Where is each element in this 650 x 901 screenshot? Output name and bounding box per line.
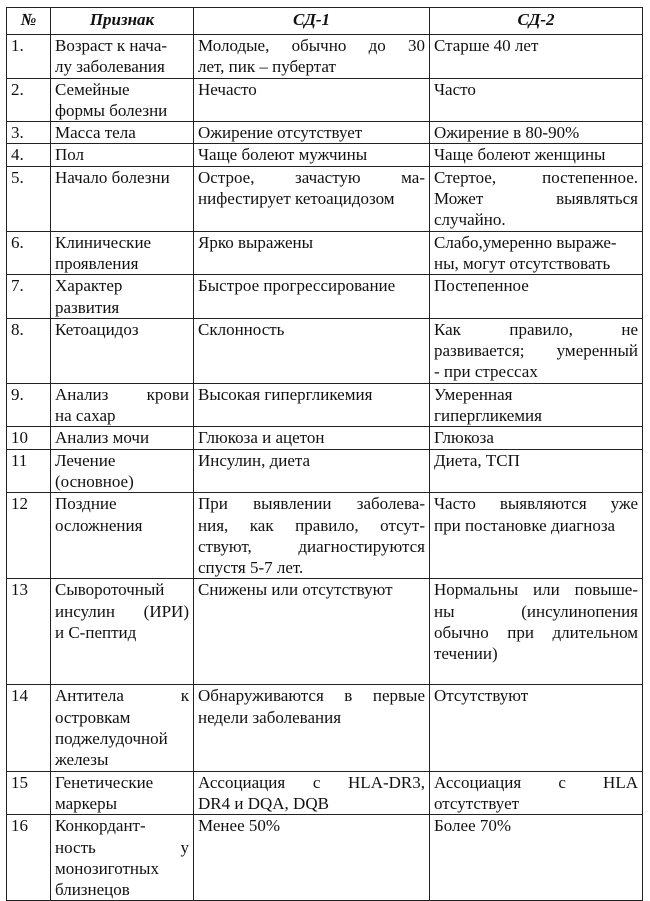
- cell-line: Семейные: [55, 79, 130, 99]
- sd1-cell: [194, 427, 430, 449]
- cell-line: гипергликемия: [434, 406, 542, 426]
- sd2-cell: [430, 449, 643, 493]
- cell-line: инсулин (ИРИ): [55, 601, 189, 621]
- feature-cell: [51, 318, 194, 383]
- table-row: [7, 122, 643, 144]
- cell-line: Инсулин, диета: [198, 450, 311, 470]
- cell-line: Генетические: [55, 772, 154, 792]
- sd2-cell: [430, 685, 643, 771]
- header-sd1: СД-1: [194, 8, 430, 35]
- cell-line: Сывороточный: [55, 580, 165, 600]
- cell-line: Лечение: [55, 450, 116, 470]
- sd1-cell: [194, 231, 430, 275]
- cell-line: (основное): [55, 471, 134, 491]
- cell-line: Анализ мочи: [55, 428, 150, 448]
- cell-line: Склонность: [198, 319, 285, 339]
- sd1-cell: [194, 449, 430, 493]
- cell-line: Более 70%: [434, 816, 512, 836]
- cell-line: Обнаруживаются в первые: [198, 686, 425, 706]
- table-row: [7, 771, 643, 815]
- cell-line: Ассоциация с HLA-DR3,: [198, 772, 425, 792]
- sd2-cell: [430, 493, 643, 579]
- feature-cell: [51, 427, 194, 449]
- cell-line: Часто: [434, 79, 476, 99]
- sd1-cell: [194, 78, 430, 122]
- sd1-cell: [194, 275, 430, 319]
- row-number: 14: [7, 685, 51, 771]
- feature-cell: [51, 144, 194, 166]
- row-number: 2.: [7, 78, 51, 122]
- sd2-cell: [430, 579, 643, 685]
- cell-line: - при стрессах: [434, 362, 538, 382]
- sd2-cell: [430, 275, 643, 319]
- cell-line: Менее 50%: [198, 816, 281, 836]
- cell-line: Возраст к нача-: [55, 36, 168, 55]
- cell-line: развития: [55, 297, 120, 317]
- row-number: 7.: [7, 275, 51, 319]
- table-row: [7, 35, 643, 79]
- sd2-cell: [430, 771, 643, 815]
- feature-cell: [51, 449, 194, 493]
- cell-line: при постановке диагноза: [434, 515, 616, 535]
- cell-line: Чаще болеют мужчины: [198, 145, 368, 165]
- header-feature: Признак: [51, 8, 194, 35]
- cell-line: ния, как правило, отсут-: [198, 515, 425, 535]
- cell-line: Начало болезни: [55, 167, 170, 187]
- sd1-cell: [194, 815, 430, 901]
- row-number: 15: [7, 771, 51, 815]
- table-row: [7, 78, 643, 122]
- table-row: [7, 275, 643, 319]
- cell-line: Диета, ТСП: [434, 450, 520, 470]
- cell-line: формы болезни: [55, 100, 168, 120]
- cell-line: Умеренная: [434, 384, 513, 404]
- cell-line: нифестирует кетоацидозом: [198, 189, 395, 209]
- cell-line: Слабо,умеренно выраже-: [434, 232, 617, 252]
- table-row: [7, 383, 643, 427]
- table-row: [7, 449, 643, 493]
- cell-line: ны, могут отсутствовать: [434, 253, 611, 273]
- cell-line: Постепенное: [434, 276, 529, 296]
- sd1-cell: [194, 166, 430, 231]
- cell-line: Стертое, постепенное.: [434, 167, 638, 187]
- sd2-cell: [430, 815, 643, 901]
- cell-line: островкам: [55, 707, 131, 727]
- row-number: 8.: [7, 318, 51, 383]
- cell-line: Старше 40 лет: [434, 36, 539, 55]
- feature-cell: [51, 815, 194, 901]
- sd1-cell: [194, 579, 430, 685]
- sd2-cell: [430, 35, 643, 79]
- row-number: 13: [7, 579, 51, 685]
- table-row: [7, 166, 643, 231]
- row-number: 12: [7, 493, 51, 579]
- sd1-cell: [194, 493, 430, 579]
- cell-line: и С-пептид: [55, 623, 137, 643]
- cell-line: лу заболевания: [55, 57, 165, 77]
- feature-cell: [51, 231, 194, 275]
- sd2-cell: [430, 231, 643, 275]
- cell-line: Конкордант-: [55, 816, 146, 836]
- row-number: 5.: [7, 166, 51, 231]
- cell-line: Глюкоза: [434, 428, 494, 448]
- feature-cell: [51, 685, 194, 771]
- cell-line: отсутствует: [434, 793, 520, 813]
- sd2-cell: [430, 78, 643, 122]
- row-number: 10: [7, 427, 51, 449]
- cell-line: Ожирение отсутствует: [198, 123, 363, 143]
- header-num: №: [7, 8, 51, 35]
- cell-line: поджелудочной: [55, 729, 168, 749]
- cell-line: течении): [434, 644, 498, 664]
- sd1-cell: [194, 383, 430, 427]
- sd2-cell: [430, 383, 643, 427]
- feature-cell: [51, 275, 194, 319]
- cell-line: Часто выявляются уже: [434, 494, 638, 514]
- cell-line: железы: [55, 750, 109, 770]
- cell-line: случайно.: [434, 210, 506, 230]
- sd2-cell: [430, 166, 643, 231]
- cell-line: спустя 5-7 лет.: [198, 558, 304, 578]
- cell-line: Глюкоза и ацетон: [198, 428, 325, 448]
- cell-line: ствуют, диагностируются: [198, 536, 425, 556]
- cell-line: При выявлении заболева-: [198, 494, 425, 514]
- header-sd2: СД-2: [430, 8, 643, 35]
- table-row: [7, 493, 643, 579]
- cell-line: Пол: [55, 145, 85, 165]
- feature-cell: [51, 166, 194, 231]
- row-number: 1.: [7, 35, 51, 79]
- row-number: 9.: [7, 383, 51, 427]
- cell-line: на сахар: [55, 406, 116, 426]
- cell-line: Ярко выражены: [198, 232, 314, 252]
- cell-line: Отсутствуют: [434, 686, 529, 706]
- table-body: [7, 35, 643, 901]
- sd2-cell: [430, 144, 643, 166]
- cell-line: ны (инсулинопения: [434, 601, 638, 621]
- cell-line: Характер: [55, 276, 123, 296]
- cell-line: Снижены или отсутствуют: [198, 580, 393, 600]
- sd1-cell: [194, 144, 430, 166]
- feature-cell: [51, 78, 194, 122]
- sd1-cell: [194, 685, 430, 771]
- sd2-cell: [430, 318, 643, 383]
- table-row: [7, 318, 643, 383]
- cell-line: Нормальны или повыше-: [434, 580, 638, 600]
- sd1-cell: [194, 318, 430, 383]
- table-row: [7, 144, 643, 166]
- cell-line: Острое, зачастую ма-: [198, 167, 425, 187]
- feature-cell: [51, 771, 194, 815]
- table-row: [7, 815, 643, 901]
- sd2-cell: [430, 427, 643, 449]
- cell-line: DR4 и DQA, DQB: [198, 793, 329, 813]
- table-row: [7, 579, 643, 685]
- cell-line: Антитела к: [55, 686, 189, 706]
- feature-cell: [51, 493, 194, 579]
- table-row: [7, 231, 643, 275]
- row-number: 4.: [7, 144, 51, 166]
- sd2-cell: [430, 122, 643, 144]
- cell-line: лет, пик – пубертат: [198, 57, 336, 77]
- cell-line: обычно при длительном: [434, 623, 638, 643]
- sd1-cell: [194, 35, 430, 79]
- sd1-cell: [194, 122, 430, 144]
- cell-line: Может выявляться: [434, 189, 638, 209]
- cell-line: Масса тела: [55, 123, 136, 143]
- cell-line: Поздние: [55, 494, 117, 514]
- cell-line: развивается; умеренный: [434, 341, 638, 361]
- row-number: 6.: [7, 231, 51, 275]
- cell-line: Ожирение в 80-90%: [434, 123, 580, 143]
- header-row: [7, 8, 643, 35]
- row-number: 11: [7, 449, 51, 493]
- cell-line: монозиготных: [55, 858, 159, 878]
- row-number: 3.: [7, 122, 51, 144]
- feature-cell: [51, 122, 194, 144]
- table-row: [7, 427, 643, 449]
- cell-line: Нечасто: [198, 79, 257, 99]
- cell-line: недели заболевания: [198, 707, 342, 727]
- cell-line: Как правило, не: [434, 319, 638, 339]
- cell-line: Ассоциация с HLA: [434, 772, 638, 792]
- sd1-cell: [194, 771, 430, 815]
- cell-line: Клинические: [55, 232, 152, 252]
- cell-line: Высокая гипергликемия: [198, 384, 373, 404]
- feature-cell: [51, 579, 194, 685]
- cell-line: осложнения: [55, 515, 143, 535]
- table-header: [7, 8, 643, 35]
- comparison-table: [6, 7, 643, 901]
- table-row: [7, 685, 643, 771]
- cell-line: маркеры: [55, 793, 117, 813]
- row-number: 16: [7, 815, 51, 901]
- feature-cell: [51, 383, 194, 427]
- cell-line: Молодые, обычно до 30: [198, 36, 425, 55]
- cell-line: Быстрое прогрессирование: [198, 276, 396, 296]
- cell-line: близнецов: [55, 880, 130, 900]
- feature-cell: [51, 35, 194, 79]
- cell-line: ность у: [55, 837, 189, 857]
- cell-line: Чаще болеют женщины: [434, 145, 606, 165]
- cell-line: Кетоацидоз: [55, 319, 139, 339]
- cell-line: проявления: [55, 253, 139, 273]
- cell-line: Анализ крови: [55, 384, 189, 404]
